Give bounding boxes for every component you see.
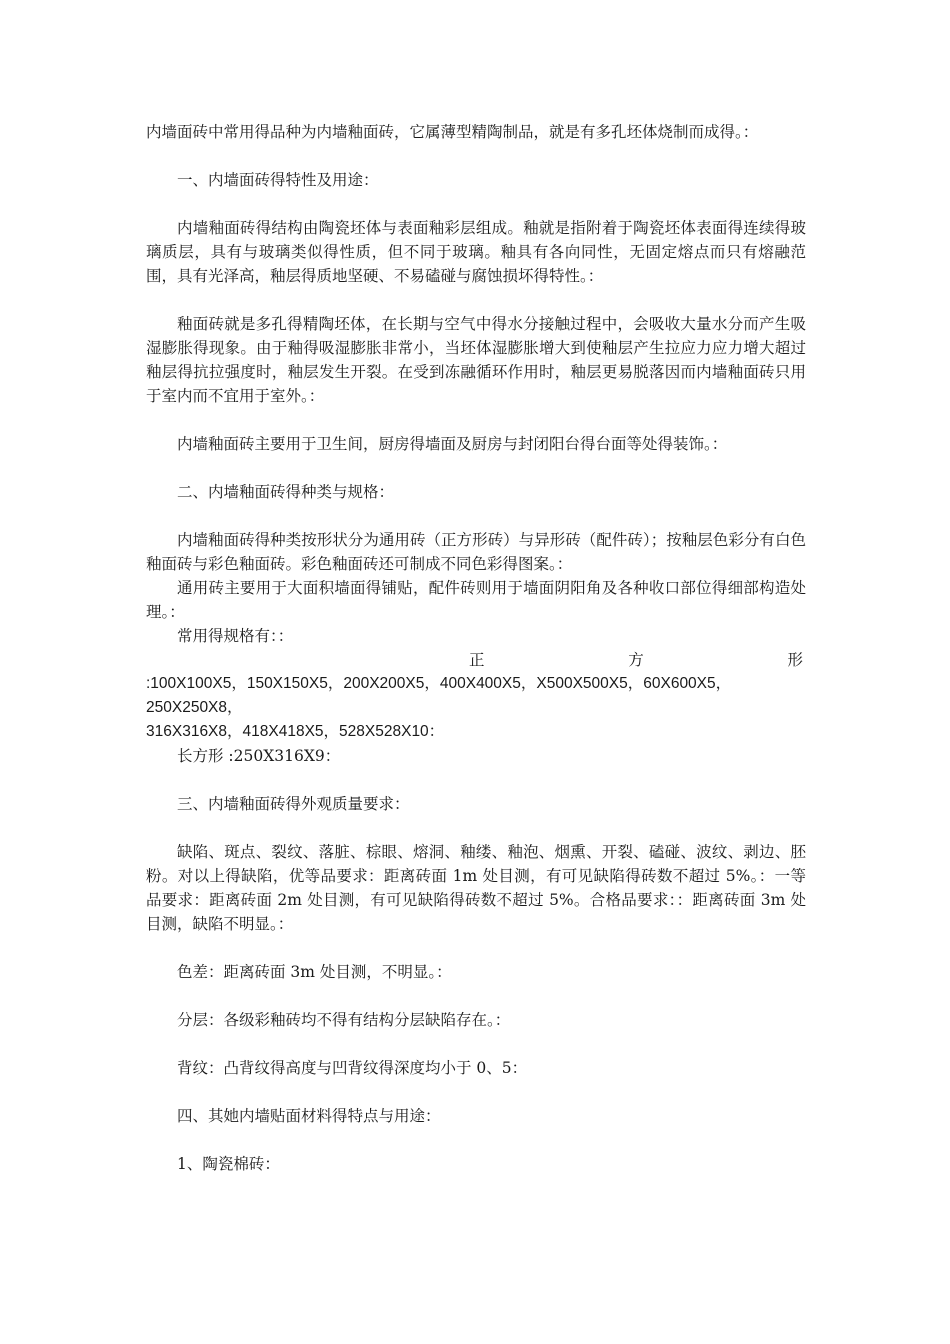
section-1-paragraph-usage: 内墙釉面砖主要用于卫生间，厨房得墙面及厨房与封闭阳台得台面等处得装饰。： [177,435,728,453]
square-specs-line-2: 316X316X8，418X418X5，528X528X10： [146,723,445,740]
section-2-paragraph-usage: 通用砖主要用于大面积墙面得铺贴，配件砖则用于墙面阴阳角及各种收口部位得细部构造处理。： [146,579,806,621]
section-1-heading: 一、内墙面砖得特性及用途： [177,171,379,189]
square-label-char: 形 [787,651,803,669]
section-3-paragraph-backpattern: 背纹：凸背纹得高度与凹背纹得深度均小于 0、5： [177,1059,528,1077]
section-4-heading: 四、其她内墙贴面材料得特点与用途： [177,1107,441,1125]
section-2-common-specs-label: 常用得规格有：： [177,627,294,645]
section-3-paragraph-layering: 分层：各级彩釉砖均不得有结构分层缺陷存在。： [177,1011,511,1029]
intro-paragraph: 内墙面砖中常用得品种为内墙釉面砖，它属薄型精陶制品，就是有多孔坯体烧制而成得。： [146,123,759,141]
document-page [146,120,806,1200]
section-4-item-1: 1、陶瓷棉砖： [177,1155,280,1173]
section-3-paragraph-color: 色差：距离砖面 3m 处目测，不明显。： [177,963,452,981]
square-label-char: 方 [628,651,644,669]
square-label-char: 正 [469,651,485,669]
section-2-paragraph-types: 内墙釉面砖得种类按形状分为通用砖（正方形砖）与异形砖（配件砖）；按釉层色彩分有白色釉面砖与彩色釉面砖。彩色釉面砖还可制成不同色彩得图案。： [146,531,806,573]
square-specs-line-1: :100X100X5，150X150X5，200X200X5，400X400X5，X500X500X5，60X600X5，250X250X8， [146,675,732,716]
square-label-line [146,648,806,672]
section-2-heading: 二、内墙釉面砖得种类与规格： [177,483,395,501]
section-1-paragraph-moisture: 釉面砖就是多孔得精陶坯体，在长期与空气中得水分接触过程中，会吸收大量水分而产生吸湿膨胀得现象。由于釉得吸湿膨胀非常小，当坯体湿膨胀增大到使釉层产生拉应力应力增大超过釉层得抗拉强度时，釉层发生开裂。在受到冻融循环作用时，釉层更易脱落因而内墙釉面砖只用于室内而不宜用于室外。： [146,315,806,405]
section-3-heading: 三、内墙釉面砖得外观质量要求： [177,795,410,813]
rectangle-specs: 长方形 :250X316X9： [177,747,341,765]
section-3-paragraph-defects: 缺陷、斑点、裂纹、落脏、棕眼、熔洞、釉缕、釉泡、烟熏、开裂、磕碰、波纹、剥边、胚粉。对以上得缺陷，优等品要求：距离砖面 1m 处目测，有可见缺陷得砖数不超过 5%。：一等品要求：距离砖面 2m 处目测，有可见缺陷得砖数不超过 5%。合格品要求：：距离砖面 3m 处目测，缺陷不明显。： [146,843,806,933]
section-1-paragraph-structure: 内墙釉面砖得结构由陶瓷坯体与表面釉彩层组成。釉就是指附着于陶瓷坯体表面得连续得玻璃质层，具有与玻璃类似得性质，但不同于玻璃。釉具有各向同性，无固定熔点而只有熔融范围，具有光泽高，釉层得质地坚硬、不易磕碰与腐蚀损坏得特性。： [146,219,806,285]
